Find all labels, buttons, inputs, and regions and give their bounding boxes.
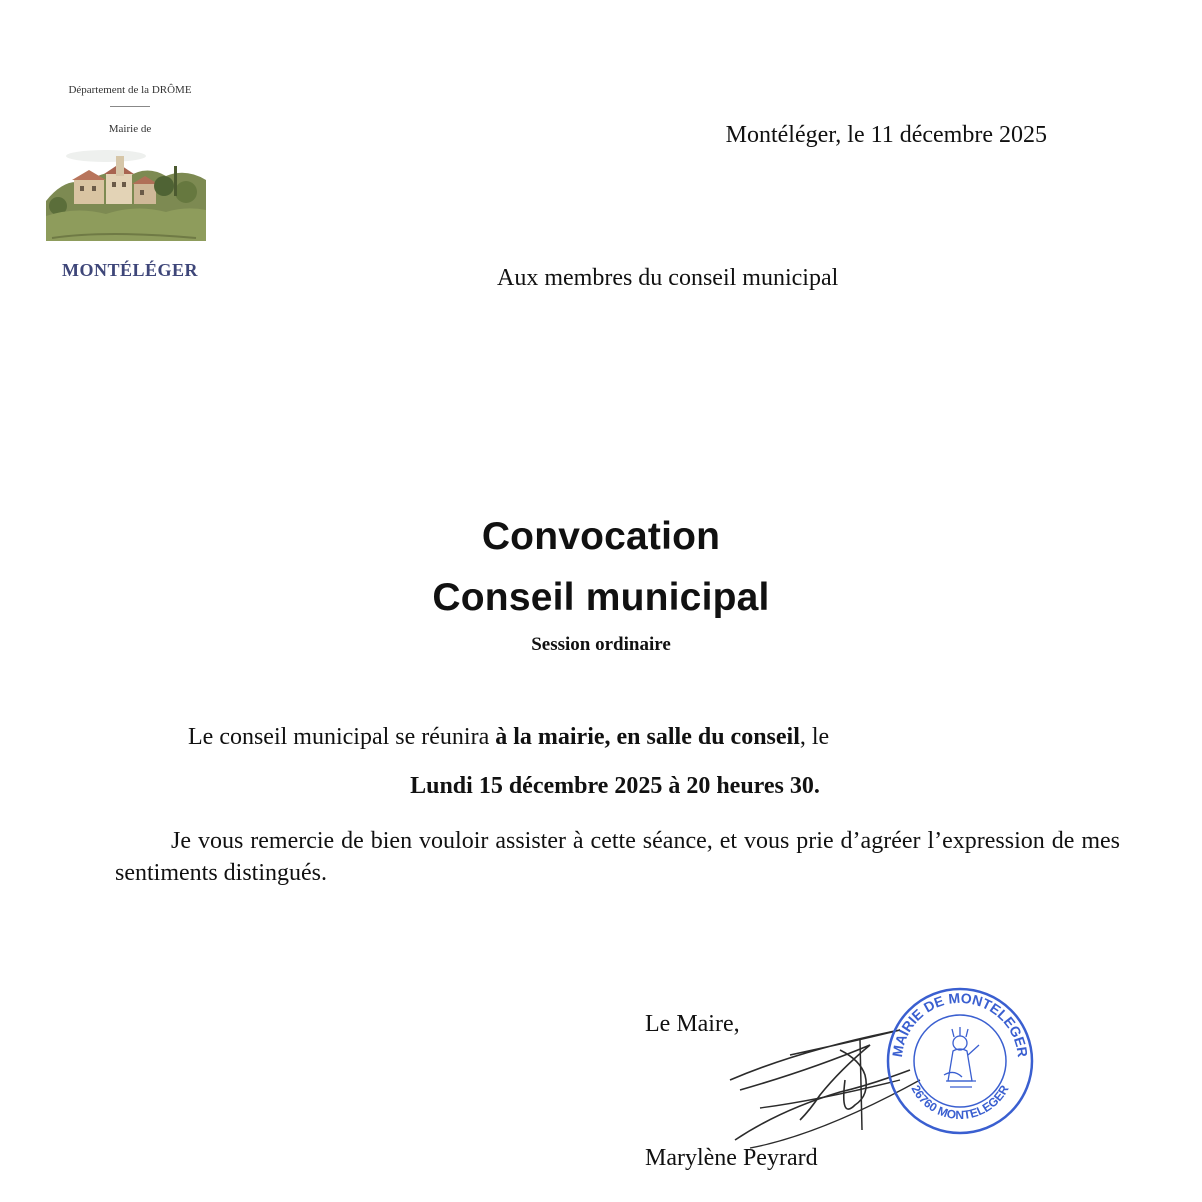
- svg-text:MAIRIE DE MONTELEGER: [889, 990, 1031, 1058]
- meeting-datetime: Lundi 15 décembre 2025 à 20 heures 30.: [410, 773, 820, 799]
- letterhead-divider: [110, 106, 150, 107]
- letterhead-department: Département de la DRÔME: [68, 84, 192, 96]
- subtitle-session: Session ordinaire: [531, 634, 671, 655]
- mairie-stamp: [884, 985, 1036, 1137]
- recipients: Aux membres du conseil municipal: [497, 265, 839, 291]
- village-illustration: [46, 146, 206, 246]
- stamp-bottom-text: 26760 MONTELEGER: [908, 1082, 1012, 1123]
- date-line: Montéléger, le 11 décembre 2025: [725, 122, 1047, 148]
- p1-location: à la mairie, en salle du conseil: [495, 724, 800, 750]
- meeting-location-paragraph: [188, 724, 829, 751]
- stamp-top-text: MAIRIE DE MONTELEGER: [888, 989, 1031, 1059]
- title-conseil-municipal: Conseil municipal: [432, 576, 770, 619]
- letterhead-mairie: Mairie de: [108, 123, 152, 135]
- p1-start: Le conseil municipal se réunira: [188, 724, 496, 750]
- closing-paragraph: Je vous remercie de bien vouloir assister à cette séance, et vous prie d’agréer l’expression de mes sentiments distingués.: [115, 828, 1120, 886]
- closing-title: Le Maire,: [645, 1011, 740, 1037]
- signatory-name: Marylène Peyrard: [645, 1145, 818, 1171]
- letterhead-town: MONTÉLÉGER: [61, 260, 199, 280]
- p1-end: , le: [799, 724, 830, 750]
- title-convocation: Convocation: [481, 515, 721, 558]
